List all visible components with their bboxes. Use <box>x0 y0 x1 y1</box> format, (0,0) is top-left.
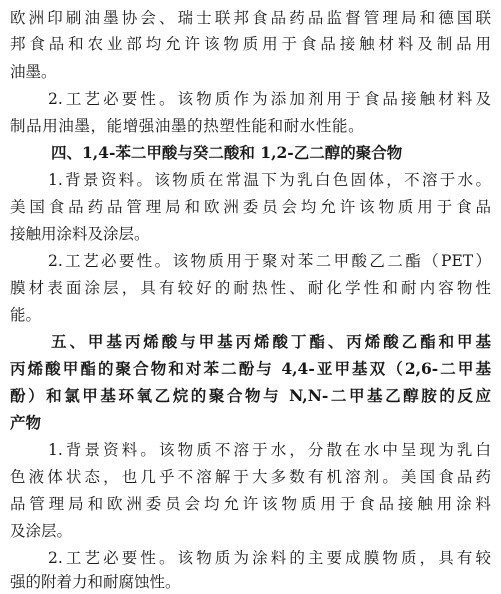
paragraph-line: 2.工艺必要性。该物质作为添加剂用于食品接触材料及 <box>48 90 491 108</box>
paragraph-line: 制品用油墨，能增强油墨的热塑性能和耐水性能。 <box>10 117 365 135</box>
paragraph-line: 2.工艺必要性。该物质用于聚对苯二甲酸乙二酯（PET） <box>48 252 491 270</box>
paragraph-line: 及涂层。 <box>10 522 73 540</box>
paragraph-line: 品管理局和欧洲委员会均允许该物质用于食品接触用涂料 <box>10 495 491 513</box>
section-heading: 丙烯酸甲酯的聚合物和对苯二酚与 4,4-亚甲基双（2,6-二甲基 <box>10 359 491 378</box>
section-heading: 五、甲基丙烯酸与甲基丙烯酸丁酯、丙烯酸乙酯和甲基 <box>51 332 491 351</box>
paragraph-line: 1.背景资料。该物质不溶于水，分散在水中呈现为乳白 <box>48 441 491 459</box>
paragraph-line: 强的附着力和耐腐蚀性。 <box>10 573 181 591</box>
paragraph-line: 1.背景资料。该物质在常温下为乳白色固体，不溶于水。 <box>48 171 491 189</box>
paragraph-line: 油墨。 <box>10 63 57 81</box>
paragraph-line: 接触用涂料及涂层。 <box>10 225 150 243</box>
paragraph-line: 邦食品和农业部均允许该物质用于食品接触材料及制品用 <box>10 35 491 53</box>
section-heading: 产物 <box>10 413 42 432</box>
paragraph-line: 2.工艺必要性。该物质为涂料的主要成膜物质，具有较 <box>48 549 491 567</box>
paragraph-line: 膜材表面涂层，具有较好的耐热性、耐化学性和耐内容物性 <box>10 279 491 297</box>
paragraph-line: 能。 <box>10 306 42 324</box>
paragraph-line: 欧洲印刷油墨协会、瑞士联邦食品药品监督管理局和德国联 <box>10 9 491 27</box>
section-heading: 四、1,4-苯二甲酸与癸二酸和 1,2-乙二醇的聚合物 <box>51 143 403 162</box>
paragraph-line: 色液体状态，也几乎不溶解于大多数有机溶剂。美国食品药 <box>10 468 491 486</box>
paragraph-line: 美国食品药品管理局和欧洲委员会均允许该物质用于食品 <box>10 198 491 216</box>
section-heading: 酚）和氯甲基环氧乙烷的聚合物与 N,N-二甲基乙醇胺的反应 <box>10 386 491 405</box>
